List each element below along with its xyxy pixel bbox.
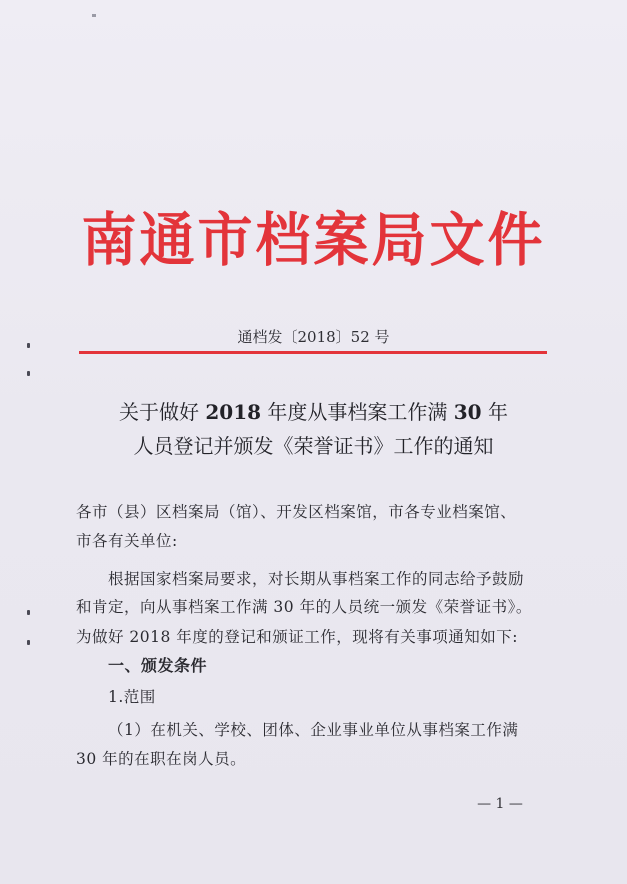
scan-speck — [92, 14, 96, 17]
addressee-line-1: 各市（县）区档案局（馆）、开发区档案馆，市各专业档案馆、 — [76, 503, 517, 521]
addressee-line-2: 市各有关单位: — [76, 532, 178, 550]
subsection-1-heading: 1.范围 — [108, 688, 156, 706]
binding-hole-mark — [27, 371, 30, 376]
subject-line-2: 人员登记并颁发《荣誉证书》工作的通知 — [133, 434, 494, 458]
binding-hole-mark — [27, 640, 30, 645]
red-divider-line — [79, 351, 547, 354]
paragraph-1-line-2: 和肯定，向从事档案工作满 30 年的人员统一颁发《荣誉证书》。 — [76, 598, 532, 616]
subject-line-1-post: 年 — [481, 400, 508, 424]
document-number: 通档发〔2018〕52 号 — [237, 328, 390, 346]
item-1-line-1: （1）在机关、学校、团体、企业事业单位从事档案工作满 — [108, 721, 519, 739]
subject-line-1-mid: 年度从事档案工作满 — [261, 400, 454, 424]
binding-hole-mark — [27, 343, 30, 348]
subject-year: 2018 — [205, 400, 262, 424]
page-number: — 1 — — [477, 796, 523, 812]
item-1-line-2: 30 年的在职在岗人员。 — [76, 750, 247, 768]
subject-line-1 — [0, 398, 627, 426]
subject-years-count: 30 — [453, 400, 482, 424]
subject-line-1-pre: 关于做好 — [119, 400, 206, 424]
binding-hole-mark — [27, 610, 30, 615]
paragraph-1-line-3: 为做好 2018 年度的登记和颁证工作，现将有关事项通知如下: — [76, 628, 519, 646]
paragraph-1-line-1: 根据国家档案局要求，对长期从事档案工作的同志给予鼓励 — [108, 570, 525, 588]
section-1-heading: 一、颁发条件 — [108, 656, 208, 675]
issuing-authority-title: 南通市档案局文件 — [81, 205, 546, 274]
